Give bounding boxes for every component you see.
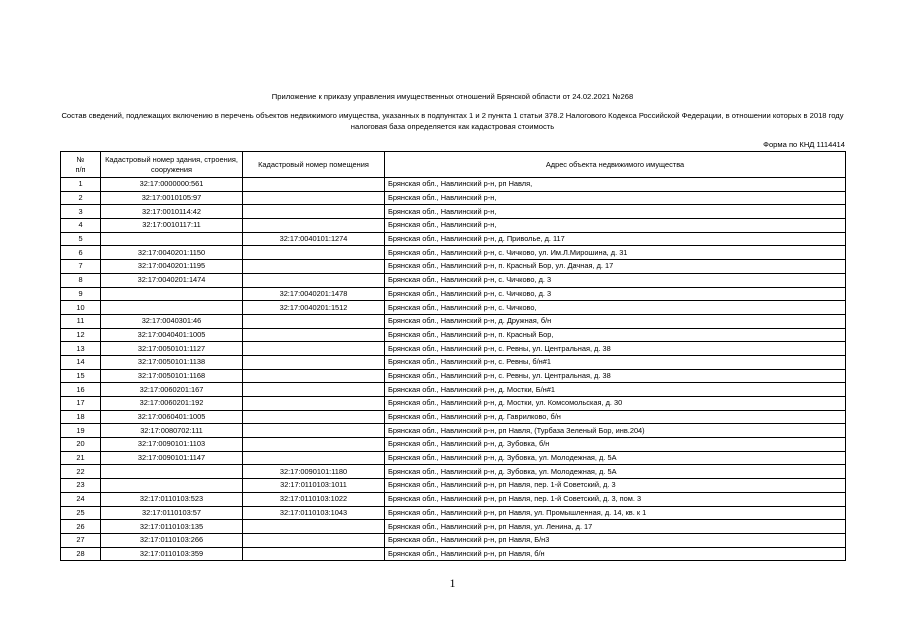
- table-row: [61, 178, 846, 192]
- cell-address: Брянская обл., Навлинский р-н, д. Мостки, ул. Комсомольская, д. 30: [385, 397, 846, 411]
- cell-number: 2: [61, 191, 101, 205]
- cell-building-cadastral: 32:17:0090101:1103: [101, 438, 243, 452]
- cell-premises-cadastral: [243, 547, 385, 561]
- cell-building-cadastral: 32:17:0060401:1005: [101, 410, 243, 424]
- cell-premises-cadastral: [243, 369, 385, 383]
- column-header-premises-cadastral: Кадастровый номер помещения: [243, 152, 385, 178]
- cell-address: Брянская обл., Навлинский р-н, с. Ревны, ул. Центральная, д. 38: [385, 369, 846, 383]
- cell-building-cadastral: 32:17:0050101:1127: [101, 342, 243, 356]
- cell-address: Брянская обл., Навлинский р-н, д. Мостки, Б/н#1: [385, 383, 846, 397]
- column-header-number: № п/п: [61, 152, 101, 178]
- cell-premises-cadastral: 32:17:0040101:1274: [243, 232, 385, 246]
- cell-address: Брянская обл., Навлинский р-н,: [385, 205, 846, 219]
- cell-premises-cadastral: [243, 205, 385, 219]
- cell-address: Брянская обл., Навлинский р-н, с. Чичково,: [385, 301, 846, 315]
- cell-number: 3: [61, 205, 101, 219]
- cell-building-cadastral: 32:17:0010105:97: [101, 191, 243, 205]
- cell-premises-cadastral: [243, 438, 385, 452]
- cell-building-cadastral: 32:17:0110103:523: [101, 492, 243, 506]
- table-row: [61, 205, 846, 219]
- cell-premises-cadastral: [243, 533, 385, 547]
- table-row: [61, 219, 846, 233]
- cell-address: Брянская обл., Навлинский р-н, д. Зубовка, ул. Молодежная, д. 5А: [385, 465, 846, 479]
- cell-address: Брянская обл., Навлинский р-н, п. Красный Бор,: [385, 328, 846, 342]
- cell-address: Брянская обл., Навлинский р-н, рп Навля, (Турбаза Зеленый Бор, инв.204): [385, 424, 846, 438]
- cell-building-cadastral: 32:17:0010117:11: [101, 219, 243, 233]
- cell-number: 20: [61, 438, 101, 452]
- cell-premises-cadastral: [243, 328, 385, 342]
- cell-premises-cadastral: 32:17:0040201:1512: [243, 301, 385, 315]
- cell-address: Брянская обл., Навлинский р-н, с. Ревны, ул. Центральная, д. 38: [385, 342, 846, 356]
- table-row: [61, 533, 846, 547]
- cell-premises-cadastral: 32:17:0110103:1043: [243, 506, 385, 520]
- cell-building-cadastral: 32:17:0040301:46: [101, 314, 243, 328]
- table-body: [61, 178, 846, 561]
- cell-building-cadastral: 32:17:0050101:1168: [101, 369, 243, 383]
- cell-number: 8: [61, 273, 101, 287]
- table-row: [61, 397, 846, 411]
- cell-building-cadastral: 32:17:0090101:1147: [101, 451, 243, 465]
- cell-address: Брянская обл., Навлинский р-н, рп Навля, Б/н3: [385, 533, 846, 547]
- cell-number: 24: [61, 492, 101, 506]
- table-row: [61, 301, 846, 315]
- table-header-row: [61, 152, 846, 178]
- cell-premises-cadastral: [243, 383, 385, 397]
- page-number: 1: [449, 576, 456, 590]
- table-row: [61, 355, 846, 369]
- table-row: [61, 438, 846, 452]
- cell-premises-cadastral: [243, 191, 385, 205]
- cell-number: 17: [61, 397, 101, 411]
- table-row: [61, 410, 846, 424]
- form-code: Форма по КНД 1114414: [763, 140, 845, 149]
- cell-premises-cadastral: [243, 410, 385, 424]
- cell-premises-cadastral: [243, 355, 385, 369]
- table-row: [61, 314, 846, 328]
- cell-number: 12: [61, 328, 101, 342]
- table-row: [61, 342, 846, 356]
- cell-premises-cadastral: 32:17:0110103:1011: [243, 479, 385, 493]
- table-row: [61, 369, 846, 383]
- cell-premises-cadastral: [243, 342, 385, 356]
- cell-number: 5: [61, 232, 101, 246]
- cell-number: 21: [61, 451, 101, 465]
- cell-address: Брянская обл., Навлинский р-н, с. Чичково, ул. Им.Л.Мирошина, д. 31: [385, 246, 846, 260]
- table-row: [61, 424, 846, 438]
- cell-address: Брянская обл., Навлинский р-н,: [385, 219, 846, 233]
- table-row: [61, 547, 846, 561]
- cell-building-cadastral: 32:17:0110103:359: [101, 547, 243, 561]
- cell-premises-cadastral: [243, 424, 385, 438]
- cell-number: 25: [61, 506, 101, 520]
- property-table: [60, 151, 846, 561]
- cell-number: 15: [61, 369, 101, 383]
- table-row: [61, 520, 846, 534]
- cell-address: Брянская обл., Навлинский р-н, рп Навля, б/н: [385, 547, 846, 561]
- cell-address: Брянская обл., Навлинский р-н, с. Чичково, д. 3: [385, 273, 846, 287]
- table-row: [61, 479, 846, 493]
- cell-number: 27: [61, 533, 101, 547]
- cell-premises-cadastral: [243, 314, 385, 328]
- cell-address: Брянская обл., Навлинский р-н, с. Чичково, д. 3: [385, 287, 846, 301]
- cell-number: 26: [61, 520, 101, 534]
- cell-address: Брянская обл., Навлинский р-н,: [385, 191, 846, 205]
- cell-building-cadastral: 32:17:0080702:111: [101, 424, 243, 438]
- document-intro: Состав сведений, подлежащих включению в перечень объектов недвижимого имущества, указанных в подпунктах 1 и 2 пункта 1 статьи 378.2 Налогового Кодекса Российской Федерации, в отношении которых в 2018 году налоговая база определяется как кадастровая стоимость: [61, 111, 844, 131]
- cell-number: 23: [61, 479, 101, 493]
- table-row: [61, 328, 846, 342]
- cell-address: Брянская обл., Навлинский р-н, рп Навля, пер. 1-й Советский, д. 3: [385, 479, 846, 493]
- cell-premises-cadastral: [243, 397, 385, 411]
- cell-number: 10: [61, 301, 101, 315]
- cell-address: Брянская обл., Навлинский р-н, с. Ревны, б/н#1: [385, 355, 846, 369]
- cell-number: 14: [61, 355, 101, 369]
- table-row: [61, 383, 846, 397]
- appendix-title: Приложение к приказу управления имущественных отношений Брянской области от 24.02.2021 №268: [271, 92, 634, 101]
- cell-building-cadastral: 32:17:0040201:1150: [101, 246, 243, 260]
- cell-premises-cadastral: [243, 246, 385, 260]
- table-row: [61, 273, 846, 287]
- column-header-address: Адрес объекта недвижимого имущества: [385, 152, 846, 178]
- column-header-building-cadastral: Кадастровый номер здания, строения, сооружения: [101, 152, 243, 178]
- cell-building-cadastral: [101, 232, 243, 246]
- cell-building-cadastral: 32:17:0110103:57: [101, 506, 243, 520]
- cell-address: Брянская обл., Навлинский р-н, рп Навля, ул. Ленина, д. 17: [385, 520, 846, 534]
- cell-premises-cadastral: [243, 178, 385, 192]
- cell-building-cadastral: [101, 287, 243, 301]
- cell-number: 7: [61, 260, 101, 274]
- cell-building-cadastral: 32:17:0060201:192: [101, 397, 243, 411]
- cell-number: 13: [61, 342, 101, 356]
- cell-address: Брянская обл., Навлинский р-н, д. Дружная, б/н: [385, 314, 846, 328]
- cell-address: Брянская обл., Навлинский р-н, рп Навля, ул. Промышленная, д. 14, кв. к 1: [385, 506, 846, 520]
- table-row: [61, 260, 846, 274]
- cell-building-cadastral: [101, 479, 243, 493]
- cell-building-cadastral: 32:17:0010114:42: [101, 205, 243, 219]
- cell-building-cadastral: 32:17:0110103:266: [101, 533, 243, 547]
- cell-number: 28: [61, 547, 101, 561]
- cell-building-cadastral: [101, 301, 243, 315]
- cell-building-cadastral: 32:17:0050101:1138: [101, 355, 243, 369]
- cell-number: 4: [61, 219, 101, 233]
- table-row: [61, 232, 846, 246]
- cell-premises-cadastral: [243, 219, 385, 233]
- cell-premises-cadastral: [243, 260, 385, 274]
- cell-premises-cadastral: 32:17:0090101:1180: [243, 465, 385, 479]
- table-row: [61, 246, 846, 260]
- cell-premises-cadastral: [243, 520, 385, 534]
- table-row: [61, 492, 846, 506]
- cell-building-cadastral: 32:17:0040401:1005: [101, 328, 243, 342]
- table-row: [61, 465, 846, 479]
- cell-building-cadastral: 32:17:0000000:561: [101, 178, 243, 192]
- cell-address: Брянская обл., Навлинский р-н, рп Навля, пер. 1-й Советский, д. 3, пом. 3: [385, 492, 846, 506]
- table-row: [61, 191, 846, 205]
- cell-premises-cadastral: [243, 451, 385, 465]
- cell-number: 18: [61, 410, 101, 424]
- cell-address: Брянская обл., Навлинский р-н, рп Навля,: [385, 178, 846, 192]
- cell-premises-cadastral: 32:17:0040201:1478: [243, 287, 385, 301]
- cell-address: Брянская обл., Навлинский р-н, д. Приволье, д. 117: [385, 232, 846, 246]
- cell-premises-cadastral: 32:17:0110103:1022: [243, 492, 385, 506]
- cell-number: 11: [61, 314, 101, 328]
- cell-number: 9: [61, 287, 101, 301]
- cell-building-cadastral: 32:17:0040201:1195: [101, 260, 243, 274]
- cell-building-cadastral: 32:17:0040201:1474: [101, 273, 243, 287]
- cell-address: Брянская обл., Навлинский р-н, п. Красный Бор, ул. Дачная, д. 17: [385, 260, 846, 274]
- cell-number: 19: [61, 424, 101, 438]
- cell-number: 6: [61, 246, 101, 260]
- cell-number: 16: [61, 383, 101, 397]
- cell-address: Брянская обл., Навлинский р-н, д. Зубовка, ул. Молодежная, д. 5А: [385, 451, 846, 465]
- cell-number: 22: [61, 465, 101, 479]
- table-row: [61, 506, 846, 520]
- cell-building-cadastral: 32:17:0060201:167: [101, 383, 243, 397]
- cell-building-cadastral: [101, 465, 243, 479]
- table-row: [61, 451, 846, 465]
- cell-address: Брянская обл., Навлинский р-н, д. Зубовка, б/н: [385, 438, 846, 452]
- table-row: [61, 287, 846, 301]
- cell-building-cadastral: 32:17:0110103:135: [101, 520, 243, 534]
- cell-number: 1: [61, 178, 101, 192]
- cell-address: Брянская обл., Навлинский р-н, д. Гаврилково, б/н: [385, 410, 846, 424]
- cell-premises-cadastral: [243, 273, 385, 287]
